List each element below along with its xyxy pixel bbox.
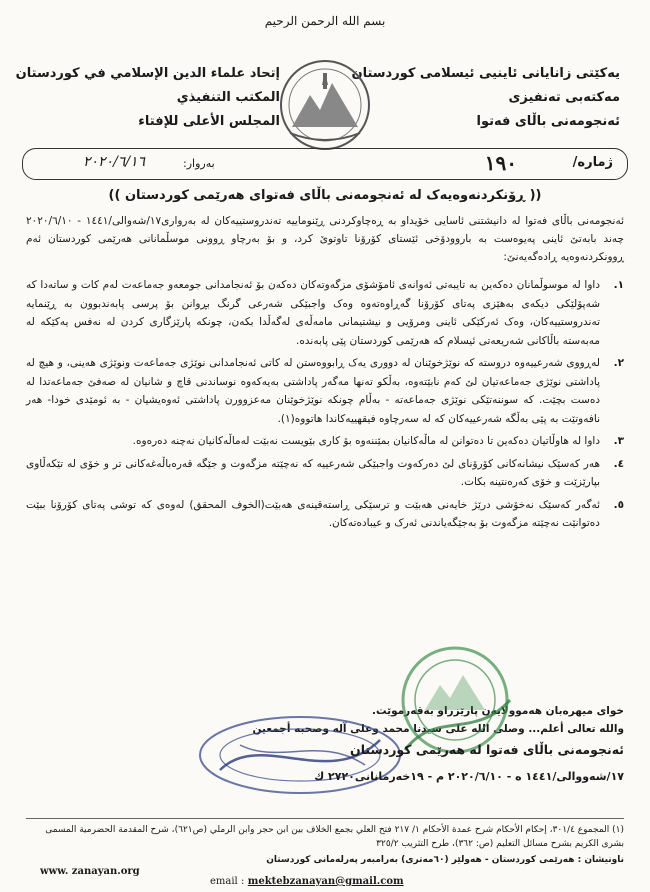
email-label: email : [210, 876, 245, 887]
point-item [26, 455, 624, 492]
point-item [26, 354, 624, 428]
kurdish-header [351, 62, 620, 134]
document-title: (( ڕۆنکردنەوەیەک لە ئەنجومەنی باڵای فەتوای هەرێمی کوردستان )) [108, 188, 542, 203]
closing-prayer: خوای میهرەبان هەموولایەن پارێزراو بەقەرموێت. [372, 705, 624, 717]
footer-email [210, 876, 404, 887]
arabic-council: المجلس الأعلى للإفتاء [138, 114, 280, 129]
point-text: ئەگەر کەسێک نەخۆشی درێژ خایەنی هەبێت و ترسێکی ڕاستەقینەی هەبێت(الخوف المحقق) لەوەی کە توشی پەتای کۆرۆنا ببێت دەتوانێت نەچێتە مزگەوت بۆ بەجێگەیاندنی ئەرک و عیبادەتەکان. [26, 498, 600, 529]
point-text: داوا لە هاوڵاتیان دەکەین تا دەتوانن لە ماڵەکانیان بمێننەوە بۆ کاری بێویست نەبێت لەماڵەکانیان نەچنە دەرەوە. [132, 435, 600, 447]
arabic-org-name: إتحاد علماء الدين الإسلامي في كوردستان [15, 66, 280, 81]
footer-address: ناونیشان : هەرێمی کوردستان - هەولێر (٦٠مەتری) بەرامبەر پەرلەمانی کوردستان [266, 855, 624, 865]
reference-date: ٢٠٢٠/٦/١٦ [83, 154, 146, 170]
fatwa-points [26, 276, 624, 537]
kurdish-org-name: یەکێتی زانایانی ئاینیی ئیسلامی کوردستان [351, 66, 620, 81]
basmala: بسم الله الرحمن الرحيم [264, 14, 386, 28]
kurdish-office: مەکتەبی تەنفیزی [508, 90, 620, 105]
point-item [26, 276, 624, 350]
arabic-header [15, 62, 280, 134]
point-item [26, 432, 624, 451]
reference-number: ١٩٠ [484, 151, 517, 175]
point-text: داوا لە موسوڵمانان دەکەین بە تایبەتی ئەوانەی ئامۆشۆی مزگەوتەکان دەکەن بۆ ئەنجامدانی جومعەو جەماعەت لەم کات و ساتەدا کە شەپۆلێکی دیکەی بەهێزی پەتای کۆرۆنا گەڕاوەتەوە وەک واجبێکی شەرعی گرنگ بڕوانن بۆ پرسی پابەندبوون بە ڕێنمایە تەندروستییەکان، وەک ئەرکێکی ئاینی ومرۆیی و نیشتیمانی مامەڵەی لەگەڵدا بکەن، چونکە پارێزگاری کردن لە نەفس یەکێکە لە مەبەستە باڵاکانی شەریعەتی ئیسلام کە هەرێمی کوردستان پێی پابەندە. [26, 279, 600, 347]
point-item [26, 496, 624, 533]
email-address: mektebzanayan@gmail.com [247, 876, 404, 887]
footer-website: www. zanayan.org [40, 866, 140, 877]
kurdish-council: ئەنجومەنی باڵای فەتوا [476, 114, 620, 129]
point-text: لەڕووی شەرعییەوە دروستە کە نوێژخوێنان لە دووری یەک ڕابووەستن لە کاتی ئەنجامدانی نوێژی جەماعەت ونوێژی هەینی، و هیچ لە پاداشتی نوێژی جەماعەتیان لێ کەم نابێتەوە، بەڵکو تەنها مەگەر پاداشتی بەیەکەوە نوساندنی قاچ و شانیان لە صەفێ جەماعەتدا لە دەست بچێت. کە سوننەتێکی نوێژی جەماعەتە - بەڵام چونکە نوێژخوێنان مەعزوورن پاداشتی ئەوەیشیان - بە ئومێدی خودا- هەر نافەوتێت بە پێی بەڵگە شەرعییەکان کە لە سەرچاوە فیقهییەکاندا هاتووە(١). [26, 357, 600, 425]
date-label: بەروار: [183, 157, 215, 170]
number-label: ژمارە/ [572, 155, 613, 170]
point-number: ٤. [613, 457, 624, 470]
intro-paragraph: ئەنجومەنی باڵای فەتوا لە دانیشتنی ئاسایی خۆیداو بە ڕەچاوکردنی ڕێنوماییە تەندروستییەکان لە بەرواری١٧/شەوالی/١٤٤١ - ٢٠٢٠/٦/١٠ چەند بابەتێ ئاینی پەیوەست بە باروودۆخی ئێستای کۆرۆنا تاوتوێ کرد، و بۆ بەرچاو ڕوونی موسڵمانانی هەرێمی کوردستان ئەم ڕوونکردنەوەیە ڕادەگەیەنێ: [26, 215, 625, 263]
point-number: ٥. [613, 498, 624, 511]
point-text: هەر کەسێک نیشانەکانی کۆرۆنای لێ دەرکەوت واجبێکی شەرعییە کە نەچێتە مزگەوت و جێگە قەرەباڵەغەکانی تر و خۆی لە تێکەڵاوی بپارێزێت و خۆی کەرەنتینە بکات. [26, 457, 600, 488]
point-number: ٣. [613, 435, 624, 447]
signature-date: ١٧/شەووالی/١٤٤١ ه - ٢٠٢٠/٦/١٠ م - ١٩خەرمانانی٢٧٢٠ ك [314, 770, 624, 783]
point-number: ٢. [613, 357, 624, 369]
signature-name: ئەنجومەنی باڵای فەتوا لە هەرێمی کوردستان [350, 742, 624, 757]
arabic-office: المكتب التنفيذي [176, 90, 280, 105]
closing-arabic: والله تعالى أعلم... وصلى الله على سيدنا محمد وعلى آله وصحبه أجمعين [252, 723, 624, 735]
organization-logo [270, 55, 380, 155]
point-number: ١. [613, 279, 624, 291]
footnote: (١) المجموع ٣٠١/٤، إحكام الأحكام شرح عمدة الأحكام ١/ ٢١٧ فتح العلي بجمع الخلاف بين ابن حجر وابن الرملي (ص٦٢١)، شرح المقدمة الحضرمية المسمى بشرى الكريم بشرح مسائل التعليم (ص: ٣٦٢)، طرح التثريب ٣٢٥/٢ [26, 818, 624, 851]
reference-box [22, 148, 628, 180]
